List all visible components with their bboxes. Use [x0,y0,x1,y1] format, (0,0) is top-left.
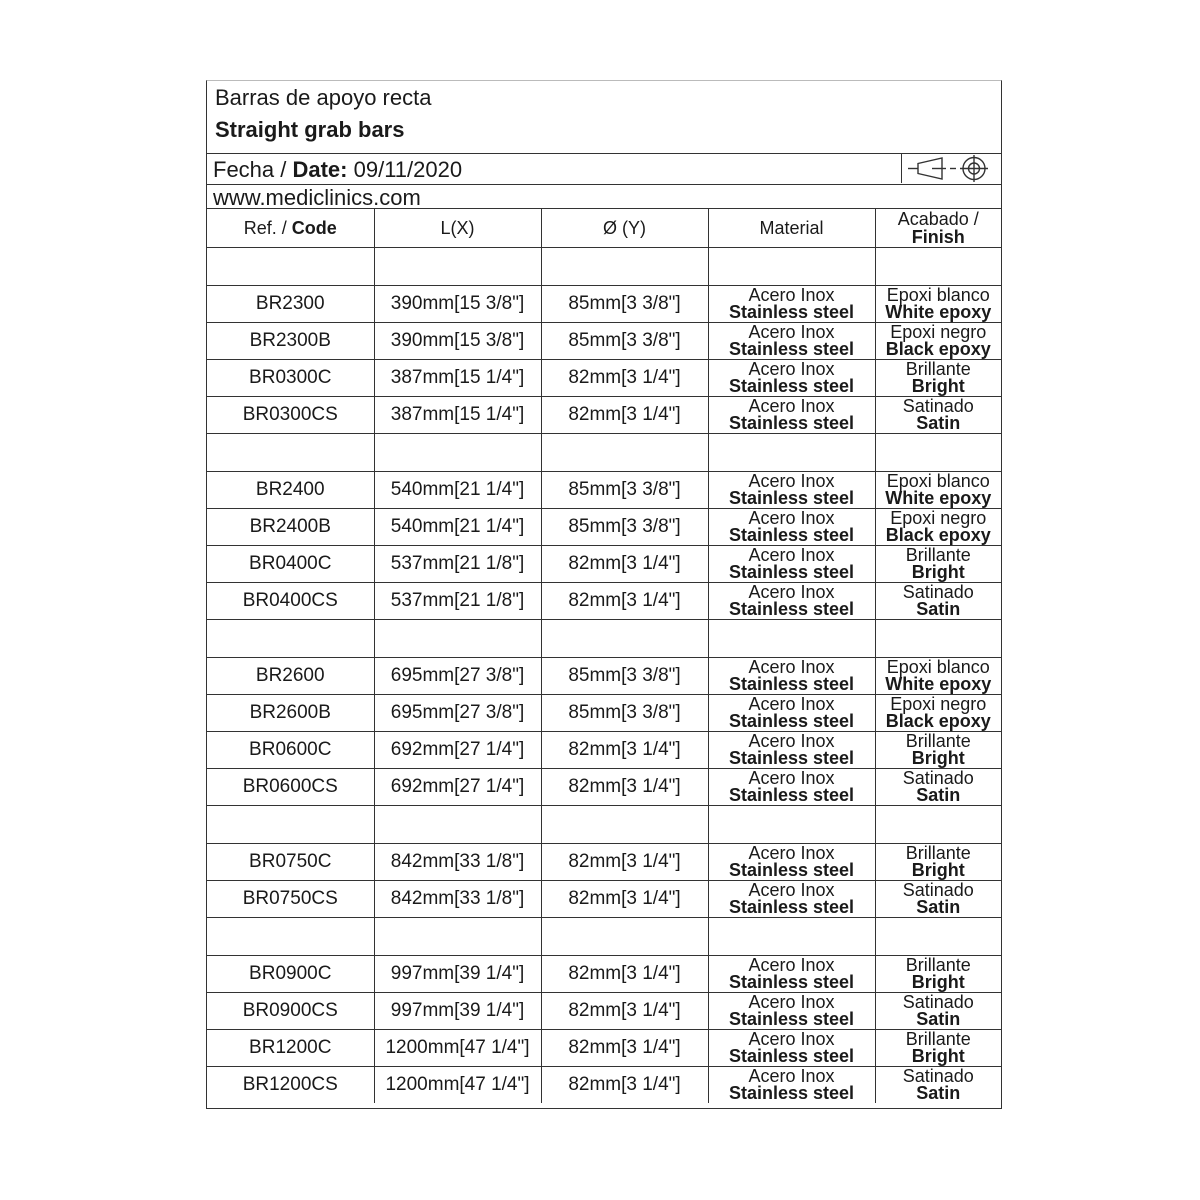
table-row [207,583,1001,620]
col-header-finish-english: Finish [911,227,965,247]
group-spacer-row [207,434,1001,472]
finish-cell [875,583,1001,620]
diameter-cell: 85mm[3 3/8"] [541,658,708,695]
finish-cell [875,509,1001,546]
table-row [207,695,1001,732]
diameter-cell: 82mm[3 1/4"] [541,732,708,769]
empty-cell [207,434,374,472]
table-body [207,248,1001,1104]
empty-cell [875,806,1001,844]
material-cell [708,732,875,769]
date-row [207,153,1001,185]
finish-cell [875,956,1001,993]
material-spanish: Acero Inox [748,657,835,677]
code-cell: BR0900C [207,956,374,993]
empty-cell [708,434,875,472]
material-english: Stainless steel [728,785,855,805]
material-spanish: Acero Inox [748,285,835,305]
code-cell: BR0900CS [207,993,374,1030]
material-english: Stainless steel [728,376,855,396]
material-spanish: Acero Inox [748,1029,835,1049]
finish-spanish: Epoxi negro [890,508,987,528]
table-row [207,993,1001,1030]
col-header-code-english: Code [291,217,337,238]
first-angle-projection-icon [902,154,1000,183]
col-header-code [207,209,374,248]
code-cell: BR0300CS [207,397,374,434]
empty-cell [708,620,875,658]
finish-cell [875,1067,1001,1104]
finish-english: Satin [916,785,961,805]
material-cell [708,509,875,546]
finish-spanish: Brillante [905,843,971,863]
finish-spanish: Epoxi blanco [886,285,990,305]
code-cell: BR2400B [207,509,374,546]
length-cell: 537mm[21 1/8"] [374,583,541,620]
table-row [207,472,1001,509]
material-cell [708,286,875,323]
finish-english: White epoxy [885,302,992,322]
table-row [207,546,1001,583]
table-row [207,732,1001,769]
length-cell: 390mm[15 3/8"] [374,286,541,323]
length-cell: 390mm[15 3/8"] [374,323,541,360]
finish-cell [875,1030,1001,1067]
table-row [207,1030,1001,1067]
material-english: Stainless steel [728,860,855,880]
length-cell: 387mm[15 1/4"] [374,360,541,397]
code-cell: BR0750CS [207,881,374,918]
col-header-diameter: Ø (Y) [541,209,708,248]
diameter-cell: 85mm[3 3/8"] [541,323,708,360]
finish-spanish: Epoxi negro [890,322,987,342]
empty-cell [207,806,374,844]
material-spanish: Acero Inox [748,768,835,788]
material-cell [708,881,875,918]
finish-spanish: Brillante [905,955,971,975]
group-spacer-row [207,620,1001,658]
finish-cell [875,323,1001,360]
product-table [207,208,1001,1103]
length-cell: 537mm[21 1/8"] [374,546,541,583]
empty-cell [374,434,541,472]
col-header-length: L(X) [374,209,541,248]
diameter-cell: 85mm[3 3/8"] [541,509,708,546]
finish-cell [875,397,1001,434]
material-english: Stainless steel [728,748,855,768]
empty-cell [207,620,374,658]
empty-cell [541,620,708,658]
code-cell: BR2300B [207,323,374,360]
code-cell: BR0750C [207,844,374,881]
website-row [207,185,1001,209]
projection-symbol-box [901,154,1001,183]
diameter-cell: 85mm[3 3/8"] [541,472,708,509]
finish-spanish: Epoxi blanco [886,657,990,677]
empty-cell [207,918,374,956]
material-english: Stainless steel [728,1046,855,1066]
diameter-cell: 82mm[3 1/4"] [541,993,708,1030]
material-cell [708,1030,875,1067]
finish-english: Satin [916,1083,961,1103]
material-cell [708,956,875,993]
empty-cell [374,806,541,844]
length-cell: 1200mm[47 1/4"] [374,1067,541,1104]
col-header-material: Material [708,209,875,248]
empty-cell [875,620,1001,658]
material-spanish: Acero Inox [748,508,835,528]
date-value: 09/11/2020 [347,157,463,182]
length-cell: 842mm[33 1/8"] [374,881,541,918]
finish-english: Black epoxy [885,339,991,359]
empty-cell [875,434,1001,472]
material-english: Stainless steel [728,339,855,359]
material-english: Stainless steel [728,1083,855,1103]
material-spanish: Acero Inox [748,1066,835,1086]
group-spacer-row [207,248,1001,286]
empty-cell [541,434,708,472]
finish-cell [875,732,1001,769]
finish-english: Bright [911,562,965,582]
length-cell: 540mm[21 1/4"] [374,509,541,546]
finish-english: Black epoxy [885,525,991,545]
empty-cell [207,248,374,286]
finish-cell [875,769,1001,806]
finish-cell [875,658,1001,695]
finish-english: Black epoxy [885,711,991,731]
finish-english: Bright [911,1046,965,1066]
diameter-cell: 82mm[3 1/4"] [541,1030,708,1067]
finish-english: Satin [916,599,961,619]
material-cell [708,397,875,434]
date-label-spanish: Fecha / [213,157,293,182]
material-cell [708,844,875,881]
length-cell: 540mm[21 1/4"] [374,472,541,509]
length-cell: 692mm[27 1/4"] [374,769,541,806]
length-cell: 842mm[33 1/8"] [374,844,541,881]
finish-spanish: Epoxi blanco [886,471,990,491]
finish-english: Bright [911,748,965,768]
finish-spanish: Brillante [905,1029,971,1049]
finish-english: Bright [911,860,965,880]
finish-spanish: Epoxi negro [890,694,987,714]
material-spanish: Acero Inox [748,545,835,565]
material-cell [708,323,875,360]
group-spacer-row [207,806,1001,844]
material-english: Stainless steel [728,302,855,322]
diameter-cell: 82mm[3 1/4"] [541,360,708,397]
length-cell: 387mm[15 1/4"] [374,397,541,434]
diameter-cell: 82mm[3 1/4"] [541,844,708,881]
table-header-row [207,209,1001,248]
empty-cell [541,248,708,286]
material-spanish: Acero Inox [748,731,835,751]
col-header-finish-spanish: Acabado / [897,209,979,229]
table-row [207,509,1001,546]
length-cell: 695mm[27 3/8"] [374,658,541,695]
material-english: Stainless steel [728,599,855,619]
diameter-cell: 82mm[3 1/4"] [541,546,708,583]
title-english: Straight grab bars [215,117,405,142]
code-cell: BR0400C [207,546,374,583]
finish-cell [875,546,1001,583]
code-cell: BR2600 [207,658,374,695]
material-spanish: Acero Inox [748,880,835,900]
spec-sheet [206,80,1002,1109]
finish-cell [875,360,1001,397]
table-row [207,769,1001,806]
finish-spanish: Satinado [902,880,974,900]
material-english: Stainless steel [728,897,855,917]
material-spanish: Acero Inox [748,359,835,379]
table-row [207,360,1001,397]
finish-cell [875,472,1001,509]
material-english: Stainless steel [728,711,855,731]
group-spacer-row [207,918,1001,956]
finish-spanish: Brillante [905,731,971,751]
material-english: Stainless steel [728,488,855,508]
table-row [207,956,1001,993]
diameter-cell: 82mm[3 1/4"] [541,769,708,806]
finish-cell [875,286,1001,323]
material-cell [708,695,875,732]
table-row [207,844,1001,881]
material-cell [708,993,875,1030]
material-cell [708,360,875,397]
finish-english: Bright [911,972,965,992]
material-english: Stainless steel [728,562,855,582]
finish-cell [875,844,1001,881]
empty-cell [708,248,875,286]
code-cell: BR2300 [207,286,374,323]
length-cell: 692mm[27 1/4"] [374,732,541,769]
finish-english: White epoxy [885,488,992,508]
diameter-cell: 85mm[3 3/8"] [541,695,708,732]
material-cell [708,658,875,695]
diameter-cell: 82mm[3 1/4"] [541,956,708,993]
finish-spanish: Satinado [902,768,974,788]
finish-spanish: Satinado [902,992,974,1012]
table-row [207,323,1001,360]
length-cell: 695mm[27 3/8"] [374,695,541,732]
length-cell: 997mm[39 1/4"] [374,993,541,1030]
material-cell [708,546,875,583]
material-cell [708,1067,875,1104]
code-cell: BR1200CS [207,1067,374,1104]
date-line [213,157,462,183]
finish-english: Bright [911,376,965,396]
finish-spanish: Satinado [902,582,974,602]
empty-cell [374,248,541,286]
finish-cell [875,993,1001,1030]
finish-english: White epoxy [885,674,992,694]
title-spanish: Barras de apoyo recta [215,85,432,110]
material-spanish: Acero Inox [748,843,835,863]
finish-cell [875,881,1001,918]
finish-cell [875,695,1001,732]
empty-cell [708,918,875,956]
material-english: Stainless steel [728,413,855,433]
empty-cell [875,918,1001,956]
material-english: Stainless steel [728,972,855,992]
table-row [207,658,1001,695]
material-cell [708,472,875,509]
website-link[interactable]: www.mediclinics.com [213,185,421,210]
material-cell [708,769,875,806]
material-spanish: Acero Inox [748,582,835,602]
empty-cell [374,918,541,956]
material-english: Stainless steel [728,674,855,694]
code-cell: BR0400CS [207,583,374,620]
empty-cell [374,620,541,658]
code-cell: BR0600CS [207,769,374,806]
material-cell [708,583,875,620]
material-spanish: Acero Inox [748,694,835,714]
finish-english: Satin [916,1009,961,1029]
code-cell: BR0300C [207,360,374,397]
finish-spanish: Brillante [905,359,971,379]
finish-spanish: Brillante [905,545,971,565]
table-row [207,1067,1001,1104]
finish-english: Satin [916,897,961,917]
material-spanish: Acero Inox [748,992,835,1012]
material-spanish: Acero Inox [748,955,835,975]
finish-spanish: Satinado [902,396,974,416]
diameter-cell: 82mm[3 1/4"] [541,1067,708,1104]
empty-cell [875,248,1001,286]
code-cell: BR2600B [207,695,374,732]
material-english: Stainless steel [728,1009,855,1029]
finish-spanish: Satinado [902,1066,974,1086]
col-header-finish [875,209,1001,248]
date-label-english: Date: [292,157,348,182]
code-cell: BR2400 [207,472,374,509]
table-row [207,397,1001,434]
finish-english: Satin [916,413,961,433]
code-cell: BR0600C [207,732,374,769]
material-spanish: Acero Inox [748,322,835,342]
table-row [207,881,1001,918]
diameter-cell: 82mm[3 1/4"] [541,583,708,620]
material-english: Stainless steel [728,525,855,545]
table-row [207,286,1001,323]
length-cell: 1200mm[47 1/4"] [374,1030,541,1067]
code-cell: BR1200C [207,1030,374,1067]
col-header-code-spanish: Ref. / [243,217,292,238]
empty-cell [541,806,708,844]
diameter-cell: 82mm[3 1/4"] [541,397,708,434]
material-spanish: Acero Inox [748,471,835,491]
material-spanish: Acero Inox [748,396,835,416]
diameter-cell: 85mm[3 3/8"] [541,286,708,323]
length-cell: 997mm[39 1/4"] [374,956,541,993]
empty-cell [708,806,875,844]
empty-cell [541,918,708,956]
diameter-cell: 82mm[3 1/4"] [541,881,708,918]
